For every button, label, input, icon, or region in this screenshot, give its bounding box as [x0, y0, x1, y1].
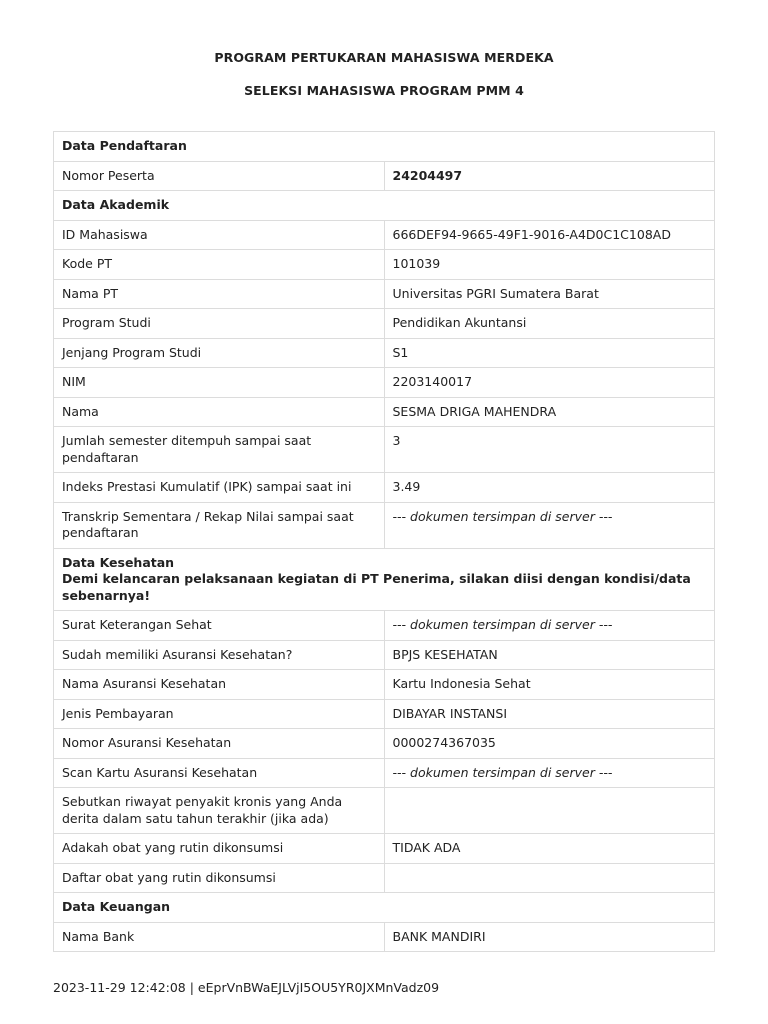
table-row: [54, 397, 715, 427]
section-heading: Data Keuangan: [54, 893, 715, 923]
row-value: 101039: [384, 250, 715, 280]
row-value: [384, 788, 715, 834]
table-row: [54, 220, 715, 250]
row-label: Adakah obat yang rutin dikonsumsi: [54, 834, 385, 864]
row-value: S1: [384, 338, 715, 368]
section-heading: Data Akademik: [54, 191, 715, 221]
row-value: TIDAK ADA: [384, 834, 715, 864]
row-value: 0000274367035: [384, 729, 715, 759]
section-heading: Data Pendaftaran: [54, 132, 715, 162]
table-row: [54, 309, 715, 339]
row-label: Nama Bank: [54, 922, 385, 952]
row-label: NIM: [54, 368, 385, 398]
row-label: Jumlah semester ditempuh sampai saat pendaftaran: [54, 427, 385, 473]
table-row: [54, 368, 715, 398]
section-data-pendaftaran: [54, 132, 715, 162]
row-label: ID Mahasiswa: [54, 220, 385, 250]
table-row: [54, 922, 715, 952]
row-value: 3.49: [384, 473, 715, 503]
section-data-akademik: [54, 191, 715, 221]
table-row: [54, 250, 715, 280]
table-row: [54, 670, 715, 700]
footer-timestamp: 2023-11-29 12:42:08 | eEprVnBWaEJLVjI5OU5YR0JXMnVadz09: [53, 980, 440, 995]
table-row: [54, 338, 715, 368]
row-value: 3: [384, 427, 715, 473]
table-row: [54, 502, 715, 548]
row-label: Sebutkan riwayat penyakit kronis yang Anda derita dalam satu tahun terakhir (jika ada): [54, 788, 385, 834]
row-value: BANK MANDIRI: [384, 922, 715, 952]
document-stored-link[interactable]: --- dokumen tersimpan di server ---: [384, 502, 715, 548]
row-label: Kode PT: [54, 250, 385, 280]
section-heading-block: [54, 548, 715, 611]
row-value: SESMA DRIGA MAHENDRA: [384, 397, 715, 427]
row-label: Sudah memiliki Asuransi Kesehatan?: [54, 640, 385, 670]
document-stored-link[interactable]: --- dokumen tersimpan di server ---: [384, 758, 715, 788]
row-value: 2203140017: [384, 368, 715, 398]
row-value: 666DEF94-9665-49F1-9016-A4D0C1C108AD: [384, 220, 715, 250]
row-label: Indeks Prestasi Kumulatif (IPK) sampai saat ini: [54, 473, 385, 503]
table-row: [54, 427, 715, 473]
section-note: Demi kelancaran pelaksanaan kegiatan di PT Penerima, silakan diisi dengan kondisi/data sebenarnya!: [62, 571, 691, 603]
table-row: [54, 279, 715, 309]
row-label: Surat Keterangan Sehat: [54, 611, 385, 641]
table-row: [54, 699, 715, 729]
row-value: Kartu Indonesia Sehat: [384, 670, 715, 700]
row-value: BPJS KESEHATAN: [384, 640, 715, 670]
section-data-kesehatan: [54, 548, 715, 611]
row-label: Scan Kartu Asuransi Kesehatan: [54, 758, 385, 788]
row-label: Program Studi: [54, 309, 385, 339]
row-label: Nomor Asuransi Kesehatan: [54, 729, 385, 759]
row-value: DIBAYAR INSTANSI: [384, 699, 715, 729]
section-data-keuangan: [54, 893, 715, 923]
table-row: [54, 473, 715, 503]
section-heading: Data Kesehatan: [62, 554, 175, 570]
document-stored-link[interactable]: --- dokumen tersimpan di server ---: [384, 611, 715, 641]
row-label: Nama: [54, 397, 385, 427]
row-label: Daftar obat yang rutin dikonsumsi: [54, 863, 385, 893]
row-label: Transkrip Sementara / Rekap Nilai sampai saat pendaftaran: [54, 502, 385, 548]
row-value: Universitas PGRI Sumatera Barat: [384, 279, 715, 309]
table-row: [54, 161, 715, 191]
row-label: Nomor Peserta: [54, 161, 385, 191]
table-row: [54, 863, 715, 893]
registration-table: [53, 131, 715, 952]
table-row: [54, 640, 715, 670]
row-label: Jenjang Program Studi: [54, 338, 385, 368]
table-row: [54, 788, 715, 834]
document-title: PROGRAM PERTUKARAN MAHASISWA MERDEKA: [214, 50, 554, 65]
row-label: Nama PT: [54, 279, 385, 309]
table-row: [54, 611, 715, 641]
row-label: Jenis Pembayaran: [54, 699, 385, 729]
table-row: [54, 758, 715, 788]
row-value: Pendidikan Akuntansi: [384, 309, 715, 339]
row-value: [384, 863, 715, 893]
document-subtitle: SELEKSI MAHASISWA PROGRAM PMM 4: [244, 83, 524, 98]
row-value: 24204497: [384, 161, 715, 191]
table-row: [54, 834, 715, 864]
table-row: [54, 729, 715, 759]
row-label: Nama Asuransi Kesehatan: [54, 670, 385, 700]
